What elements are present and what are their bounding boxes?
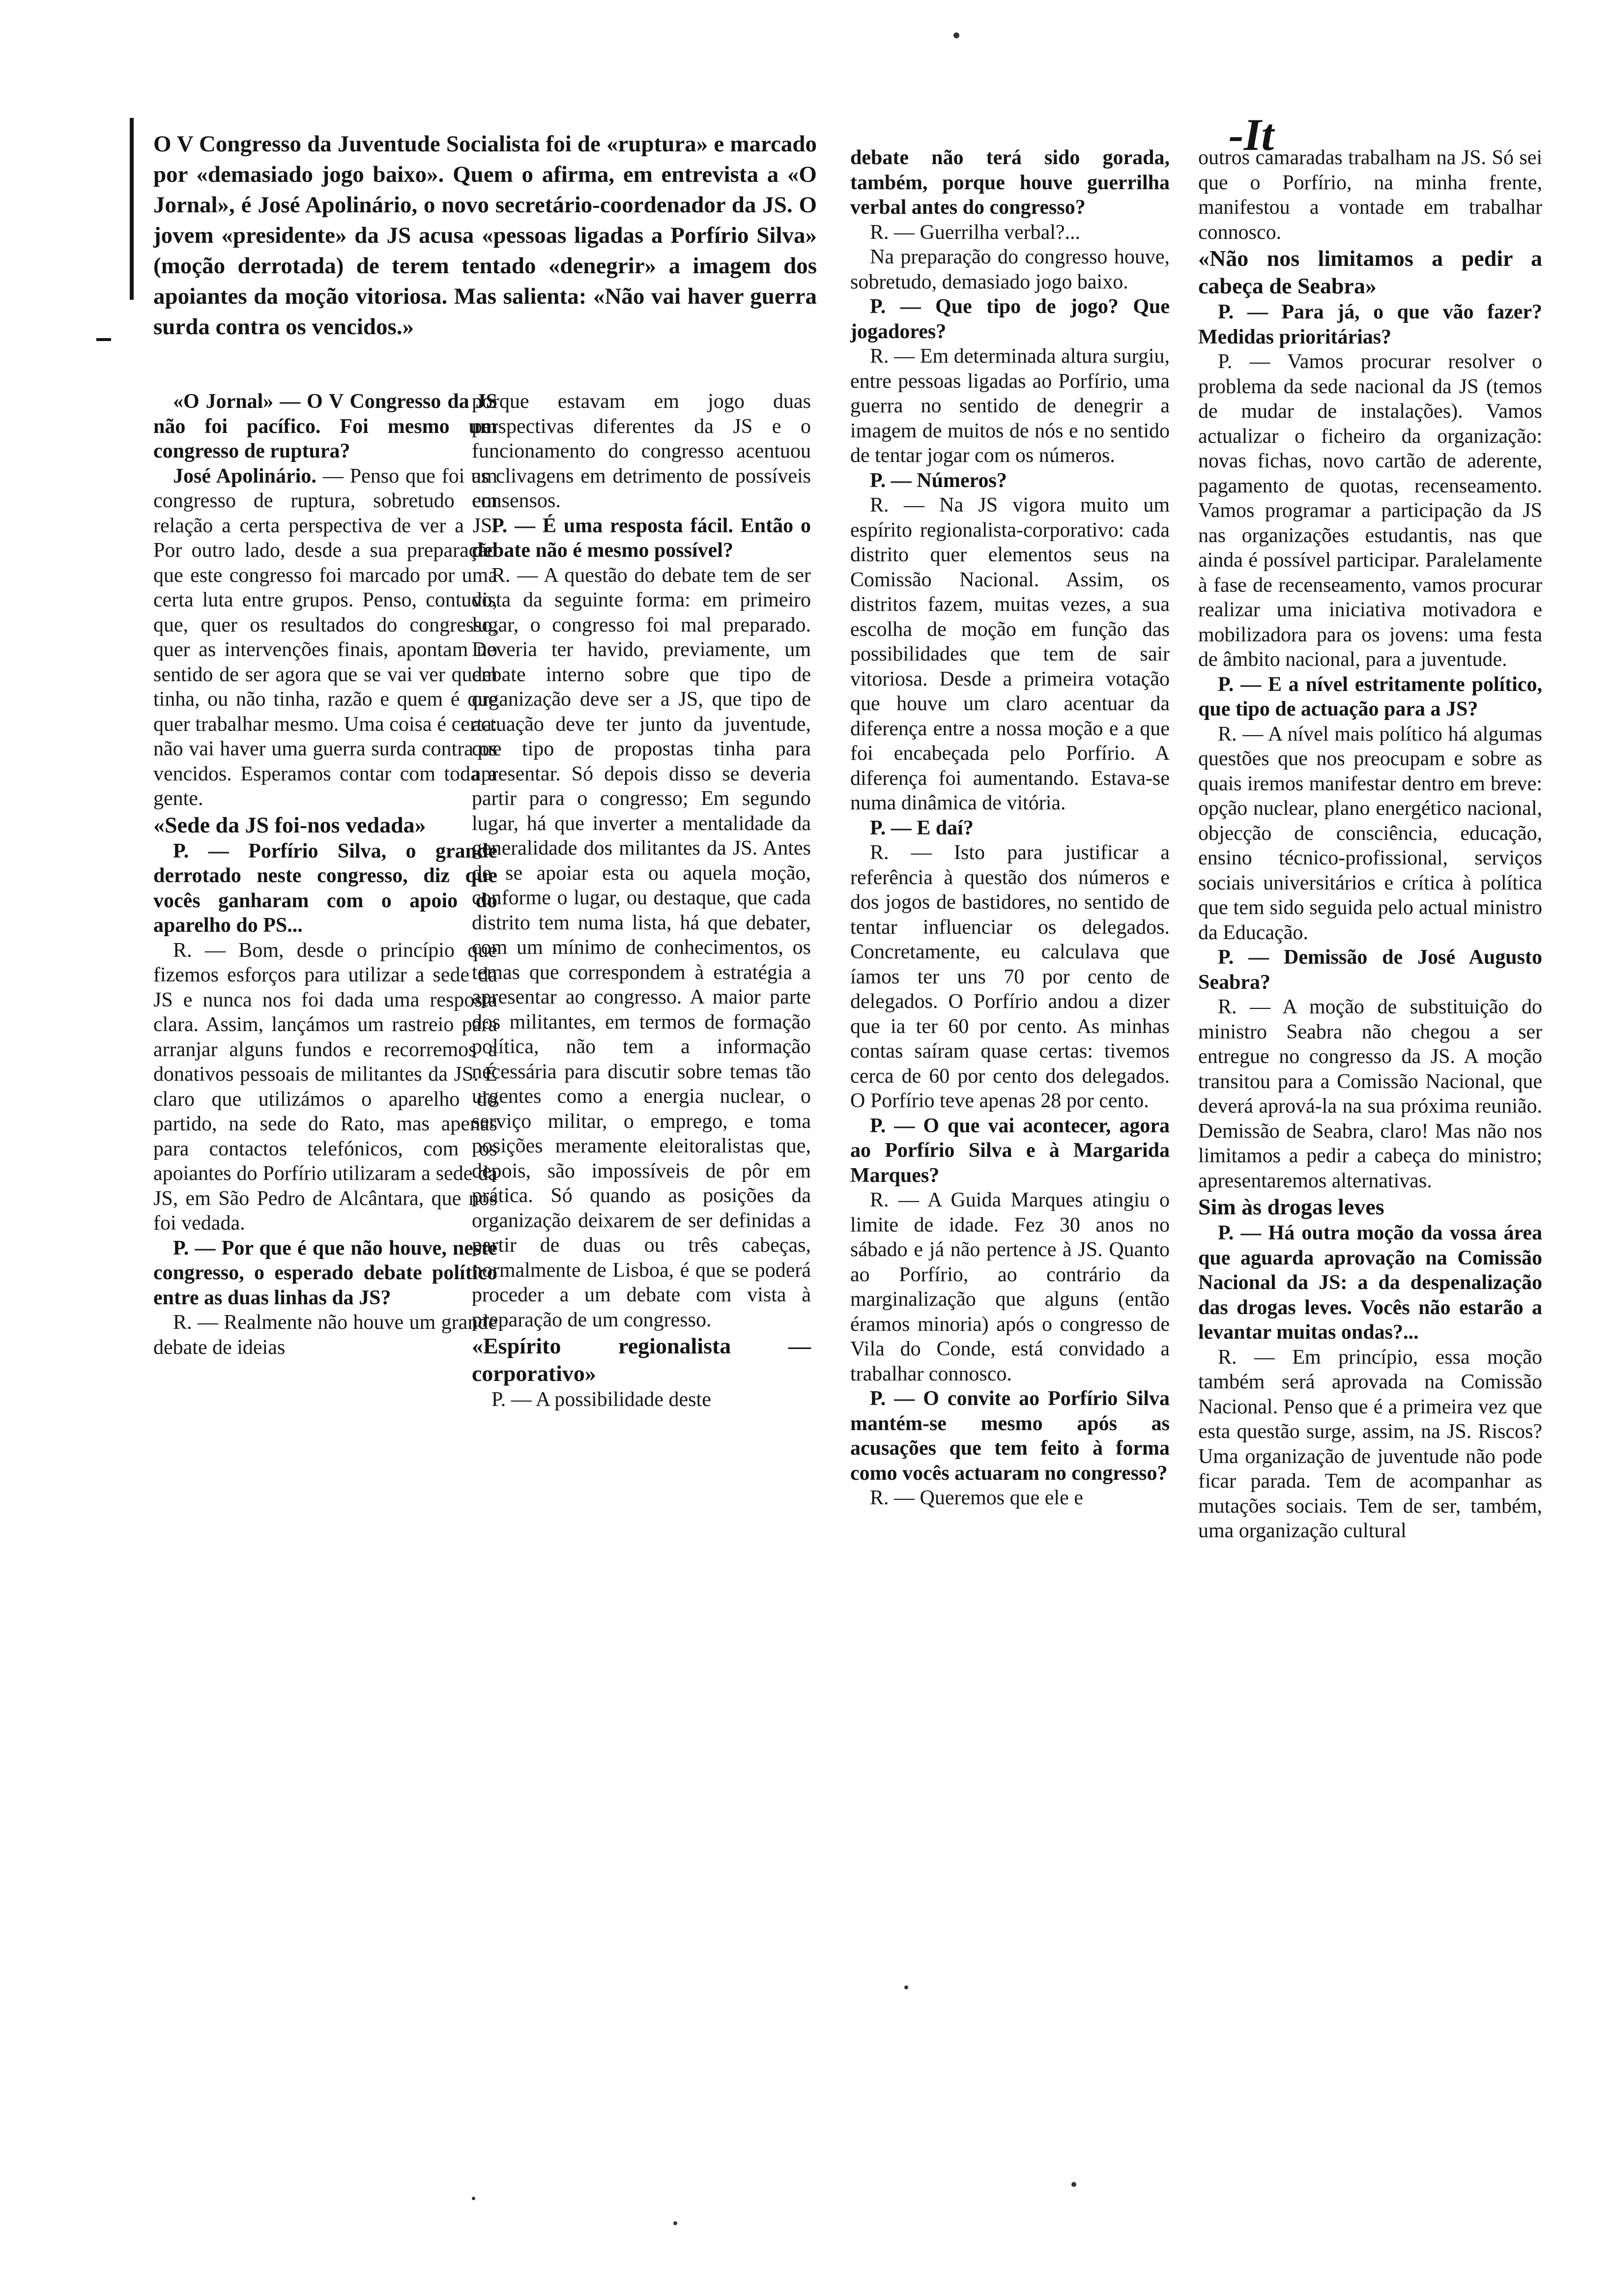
question: P. — Há outra moção da vossa área que aguarda aprovação na Comissão Nacional da JS: a da despenalização das drogas leves. Vocês não estarão a levantar muitas ondas?... (1198, 1222, 1542, 1344)
answer: R. — Queremos que ele e (870, 1487, 1083, 1509)
question: «O Jornal» — O V Congresso da JS não foi pacífico. Foi mesmo um congresso de ruptura? (153, 390, 497, 462)
answer: R. — A moção de substituição do ministro Seabra não chegou a ser entregue no congresso da JS. A moção transitou para a Comissão Nacional, que deverá aprová-la na sua próxima reunião. Demissão de Seabra, claro! Mas não nos limitamos a pedir a cabeça do ministro; apresentaremos alternativas. (1198, 996, 1542, 1192)
column-4 (1198, 145, 1542, 1544)
question: P. — A possibilidade deste (491, 1388, 711, 1411)
handwritten-mark: -It (1229, 110, 1274, 160)
answer-text: — Penso que foi um congresso de ruptura, sobretudo em relação a certa perspectiva de ver a JS. Por outro lado, desde a sua preparação que este congresso foi marcado por uma certa luta entre grupos. Penso, contudo, que, quer os resultados do congresso, quer as intervenções finais, apontam no sentido de ser agora que se vai ver quem tinha, ou não tinha, razão e quem é que quer trabalhar mesmo. Uma coisa é certa: não vai haver uma guerra surda contra os vencidos. Esperamos contar com toda a gente. (153, 464, 497, 810)
answer: R. — Na JS vigora muito um espírito regionalista-corporativo: cada distrito quer elementos seus na Comissão Nacional. Assim, os distritos fazem, muitas vezes, a sua escolha de moção em função das possibilidades que tem de sair vitoriosa. Desde a primeira votação que houve um claro acentuar da diferença entre a nossa moção e a que foi encabeçada pelo Porfírio. A diferença foi aumentando. Estava-se numa dinâmica de vitória. (850, 494, 1170, 814)
answer: R. — Em princípio, essa moção também será aprovada na Comissão Nacional. Penso que é a primeira vez que esta questão surge, assim, na JS. Riscos? Uma organização de juventude não pode ficar parada. Tem de acompanhar as mutações sociais. Tem de ser, também, uma organização cultural (1198, 1346, 1542, 1542)
question: P. — Porfírio Silva, o grande derrotado neste congresso, diz que vocês ganharam com o apoio do aparelho do PS... (153, 839, 497, 937)
question: P. — E daí? (870, 816, 974, 839)
answer: R. — Bom, desde o princípio que fizemos esforços para utilizar a sede da JS e nunca nos foi dada uma resposta clara. Assim, lançámos um rastreio para arranjar alguns fundos e recorremos a donativos pessoais de militantes da JS. É claro que utilizámos o aparelho do partido, na sede do Rato, mas apenas para contactos telefónicos, com os apoiantes do Porfírio utilizaram a sede da JS, em São Pedro de Alcântara, que nos foi vedada. (153, 939, 497, 1234)
answer: R. — Realmente não houve um grande debate de ideias (153, 1311, 497, 1359)
answer: R. — A Guida Marques atingiu o limite de idade. Fez 30 anos no sábado e já não pertence à JS. Quanto ao Porfírio, ao contrário da marginalização que alguns (então éramos minoria) após o congresso de Vila do Conde, está convidado a trabalhar connosco. (850, 1189, 1170, 1385)
question: P. — O convite ao Porfírio Silva mantém-se mesmo após as acusações que tem feito à forma como vocês actuaram no congresso? (850, 1387, 1170, 1485)
print-speck (673, 2221, 677, 2225)
answer: R. — A nível mais político há algumas questões que nos preocupam e sobre as quais iremos manifestar dentro em breve: opção nuclear, plano energético nacional, objecção de consciência, educação, ensino técnico-profissional, serviços sociais universitários e crítica à política que tem sido seguida pelo actual ministro da Educação. (1198, 722, 1542, 944)
answer (153, 464, 497, 811)
print-speck (953, 32, 959, 38)
question: P. — E a nível estritamente político, que tipo de actuação para a JS? (1198, 673, 1542, 720)
question: P. — Por que é que não houve, neste congresso, o esperado debate político entre as duas linhas da JS? (153, 1236, 497, 1309)
lead-margin-tick (96, 338, 111, 341)
subheading: «Espírito regionalista — corporativo» (472, 1333, 811, 1386)
speaker-name: José Apolinário. (173, 464, 317, 488)
subheading: «Não nos limitamos a pedir a cabeça de Seabra» (1198, 246, 1542, 298)
print-speck (472, 2197, 475, 2200)
question: P. — Que tipo de jogo? Que jogadores? (850, 295, 1170, 343)
answer: R. — Em determinada altura surgiu, entre pessoas ligadas ao Porfírio, uma guerra no sentido de denegrir a imagem de muitos de nós e no sentido de tentar jogar com os números. (850, 345, 1170, 467)
column-2 (472, 389, 811, 1412)
answer: R. — A questão do debate tem de ser vista da seguinte forma: em primeiro lugar, o congresso foi mal preparado. Deveria ter havido, previamente, um debate interno sobre que tipo de organização deve ser a JS, que tipo de actuação deve ter junto da juventude, que tipo de propostas tinha para apresentar. Só depois disso se deveria partir para o congresso; Em segundo lugar, há que inverter a mentalidade da generalidade dos militantes da JS. Antes de se apoiar esta ou aquela moção, conforme o lugar, ou destaque, que cada distrito tem numa lista, há que debater, com um mínimo de conhecimentos, os temas que correspondem à estratégia a apresentar ao congresso. A maior parte dos militantes, em termos de formação política, não tem a informação necessária para discutir sobre temas tão urgentes como a energia nuclear, o serviço militar, o emprego, e toma posições meramente eleitoralistas que, depois, são impossíveis de pôr em prática. Só quando as posições da organização deixarem de ser definidas a partir de duas ou três cabeças, normalmente de Lisboa, é que se poderá proceder a um debate com vista à preparação de um congresso. (472, 564, 811, 1331)
column-1 (153, 389, 497, 1360)
subheading: Sim às drogas leves (1198, 1194, 1384, 1219)
print-speck (1071, 2182, 1076, 2187)
lead-paragraph: O V Congresso da Juventude Socialista foi de «ruptura» e marcado por «demasiado jogo baixo». Quem o afirma, em entrevista a «O Jornal», é José Apolinário, o novo secretário-coordenador da JS. O jovem «presidente» da JS acusa «pessoas ligadas a Porfírio Silva» (moção derrotada) de terem tentado «denegrir» a imagem dos apoiantes da moção vitoriosa. Mas salienta: «Não vai haver guerra surda contra os vencidos.» (153, 131, 817, 340)
answer: R. — Isto para justificar a referência à questão dos números e dos jogos de bastidores, no sentido de tentar influenciar os delegados. Concretamente, eu calculava que íamos ter uns 70 por cento de delegados. O Porfírio andou a dizer que ia ter 60 por cento. As minhas contas saíram quase certas: tivemos cerca de 60 por cento dos delegados. O Porfírio teve apenas 28 por cento. (850, 841, 1170, 1112)
print-speck (904, 1985, 908, 1989)
question: P. — É uma resposta fácil. Então o debate não é mesmo possível? (472, 514, 811, 562)
question: P. — Números? (870, 469, 1007, 492)
paragraph: outros camaradas trabalham na JS. Só sei que o Porfírio, na minha frente, manifestou a vontade em trabalhar connosco. (1198, 146, 1542, 244)
answer: Na preparação do congresso houve, sobretudo, demasiado jogo baixo. (850, 246, 1170, 293)
subheading: «Sede da JS foi-nos vedada» (153, 812, 426, 837)
column-3 (850, 145, 1170, 1511)
question: P. — Para já, o que vão fazer? Medidas prioritárias? (1198, 301, 1542, 348)
question: P. — O que vai acontecer, agora ao Porfírio Silva e à Margarida Marques? (850, 1114, 1170, 1187)
paragraph: debate não terá sido gorada, também, porque houve guerrilha verbal antes do congresso? (850, 146, 1170, 219)
paragraph: porque estavam em jogo duas perspectivas diferentes da JS e o funcionamento do congresso acentuou as clivagens em detrimento de possíveis consensos. (472, 390, 811, 512)
answer: P. — Vamos procurar resolver o problema da sede nacional da JS (temos de mudar de instalações). Vamos actualizar o ficheiro da organização: novas fichas, novo cartão de aderente, pagamento de quotas, recenseamento. Vamos programar a participação da JS nas organizações estudantis, nas que ainda é possível participar. Paralelamente à fase de recenseamento, vamos procurar realizar uma iniciativa motivadora e mobilizadora para os jovens: uma festa de âmbito nacional, para a juventude. (1198, 350, 1542, 671)
lead-margin-bar (130, 118, 134, 300)
question: P. — Demissão de José Augusto Seabra? (1198, 946, 1542, 994)
question: R. — Guerrilha verbal?... (870, 221, 1081, 244)
